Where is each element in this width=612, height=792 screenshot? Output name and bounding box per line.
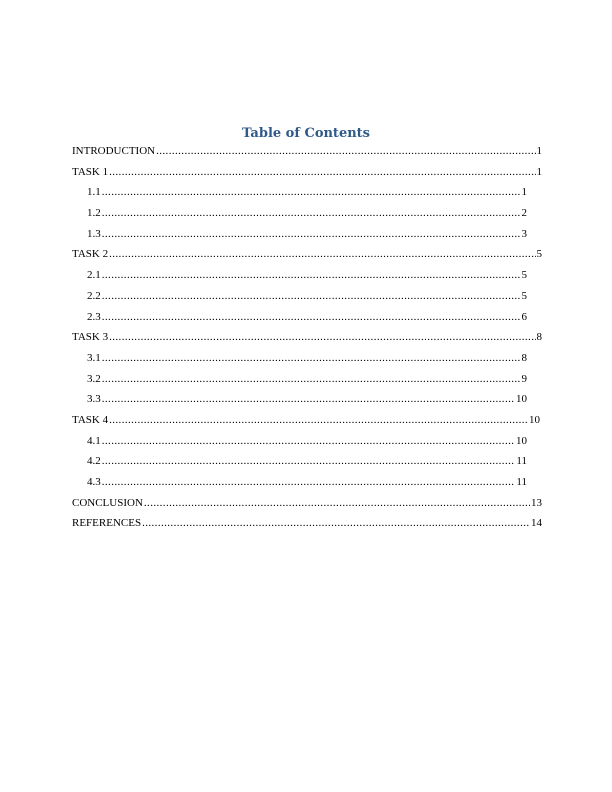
toc-entry-2-3[interactable] <box>72 309 527 330</box>
toc-entry-task-2[interactable] <box>72 246 542 267</box>
toc-entry-page: 14 <box>531 517 542 530</box>
toc-entry-label: INTRODUCTION <box>72 145 156 157</box>
toc-entry-1-3[interactable] <box>72 226 527 247</box>
dot-leader <box>156 143 535 160</box>
dot-leader <box>102 226 521 243</box>
toc-entry-label: 1.2 <box>87 207 101 220</box>
toc-entry-label: 4.1 <box>87 434 101 447</box>
toc-entry-label: TASK 3 <box>72 331 109 344</box>
dot-leader <box>102 474 516 491</box>
toc-entry-task-3[interactable] <box>72 329 542 350</box>
toc-entry-page: 1 <box>521 186 527 199</box>
toc-entry-4-1[interactable] <box>72 433 527 454</box>
toc-entry-label: TASK 2 <box>72 248 109 261</box>
toc-entry-page: 11 <box>516 455 527 468</box>
toc-entry-label: TASK 4 <box>72 413 109 426</box>
toc-entry-label: CONCLUSION <box>72 496 143 509</box>
dot-leader <box>102 267 521 284</box>
toc-entry-page: 6 <box>521 310 527 323</box>
table-of-contents <box>72 143 542 536</box>
toc-entry-4-2[interactable] <box>72 453 527 474</box>
toc-entry-task-1[interactable] <box>72 164 542 185</box>
dot-leader <box>109 329 535 346</box>
toc-entry-page: 3 <box>521 227 527 240</box>
toc-entry-label: 1.3 <box>87 227 101 240</box>
toc-entry-label: 2.1 <box>87 269 101 282</box>
toc-entry-page: 5 <box>536 248 542 261</box>
toc-entry-page: 11 <box>516 476 527 488</box>
toc-entry-label: 3.2 <box>87 372 101 385</box>
toc-entry-page: 9 <box>521 372 527 385</box>
dot-leader <box>102 184 521 201</box>
toc-entry-label: 4.2 <box>87 455 101 468</box>
toc-entry-page: 10 <box>516 434 527 447</box>
dot-leader <box>102 433 515 450</box>
toc-entry-4-3[interactable] <box>72 474 527 495</box>
dot-leader <box>142 515 530 532</box>
toc-entry-3-3[interactable] <box>72 391 527 412</box>
dot-leader <box>102 391 515 408</box>
dot-leader <box>109 164 535 181</box>
toc-entry-page: 10 <box>516 393 527 406</box>
toc-entry-label: 2.3 <box>87 310 101 323</box>
toc-entry-page: 10 <box>529 413 540 426</box>
toc-entry-page: 1 <box>536 145 542 157</box>
toc-entry-label: REFERENCES <box>72 517 142 530</box>
toc-entry-1-1[interactable] <box>72 184 527 205</box>
toc-entry-3-1[interactable] <box>72 350 527 371</box>
toc-entry-1-2[interactable] <box>72 205 527 226</box>
toc-entry-references[interactable] <box>72 515 542 536</box>
toc-entry-page: 8 <box>521 351 527 364</box>
toc-entry-label: TASK 1 <box>72 165 109 178</box>
toc-entry-2-2[interactable] <box>72 288 527 309</box>
toc-entry-label: 3.1 <box>87 351 101 364</box>
toc-entry-conclusion[interactable] <box>72 495 542 516</box>
toc-entry-2-1[interactable] <box>72 267 527 288</box>
toc-entry-label: 4.3 <box>87 476 101 488</box>
dot-leader <box>102 309 521 326</box>
toc-entry-page: 1 <box>536 165 542 178</box>
dot-leader <box>144 495 530 512</box>
toc-entry-page: 13 <box>531 496 542 509</box>
toc-entry-label: 1.1 <box>87 186 101 199</box>
toc-entry-label: 3.3 <box>87 393 101 406</box>
toc-entry-page: 2 <box>521 207 527 220</box>
toc-entry-page: 5 <box>521 269 527 282</box>
dot-leader <box>109 246 535 263</box>
dot-leader <box>102 350 521 367</box>
toc-entry-introduction[interactable] <box>72 143 542 164</box>
dot-leader <box>102 371 521 388</box>
dot-leader <box>102 453 516 470</box>
toc-entry-label: 2.2 <box>87 289 101 302</box>
toc-entry-page: 5 <box>521 289 527 302</box>
toc-entry-task-4[interactable] <box>72 412 540 433</box>
toc-entry-3-2[interactable] <box>72 371 527 392</box>
toc-title: Table of Contents <box>242 126 370 141</box>
toc-entry-page: 8 <box>536 331 542 344</box>
dot-leader <box>102 205 521 222</box>
dot-leader <box>102 288 521 305</box>
dot-leader <box>109 412 528 429</box>
